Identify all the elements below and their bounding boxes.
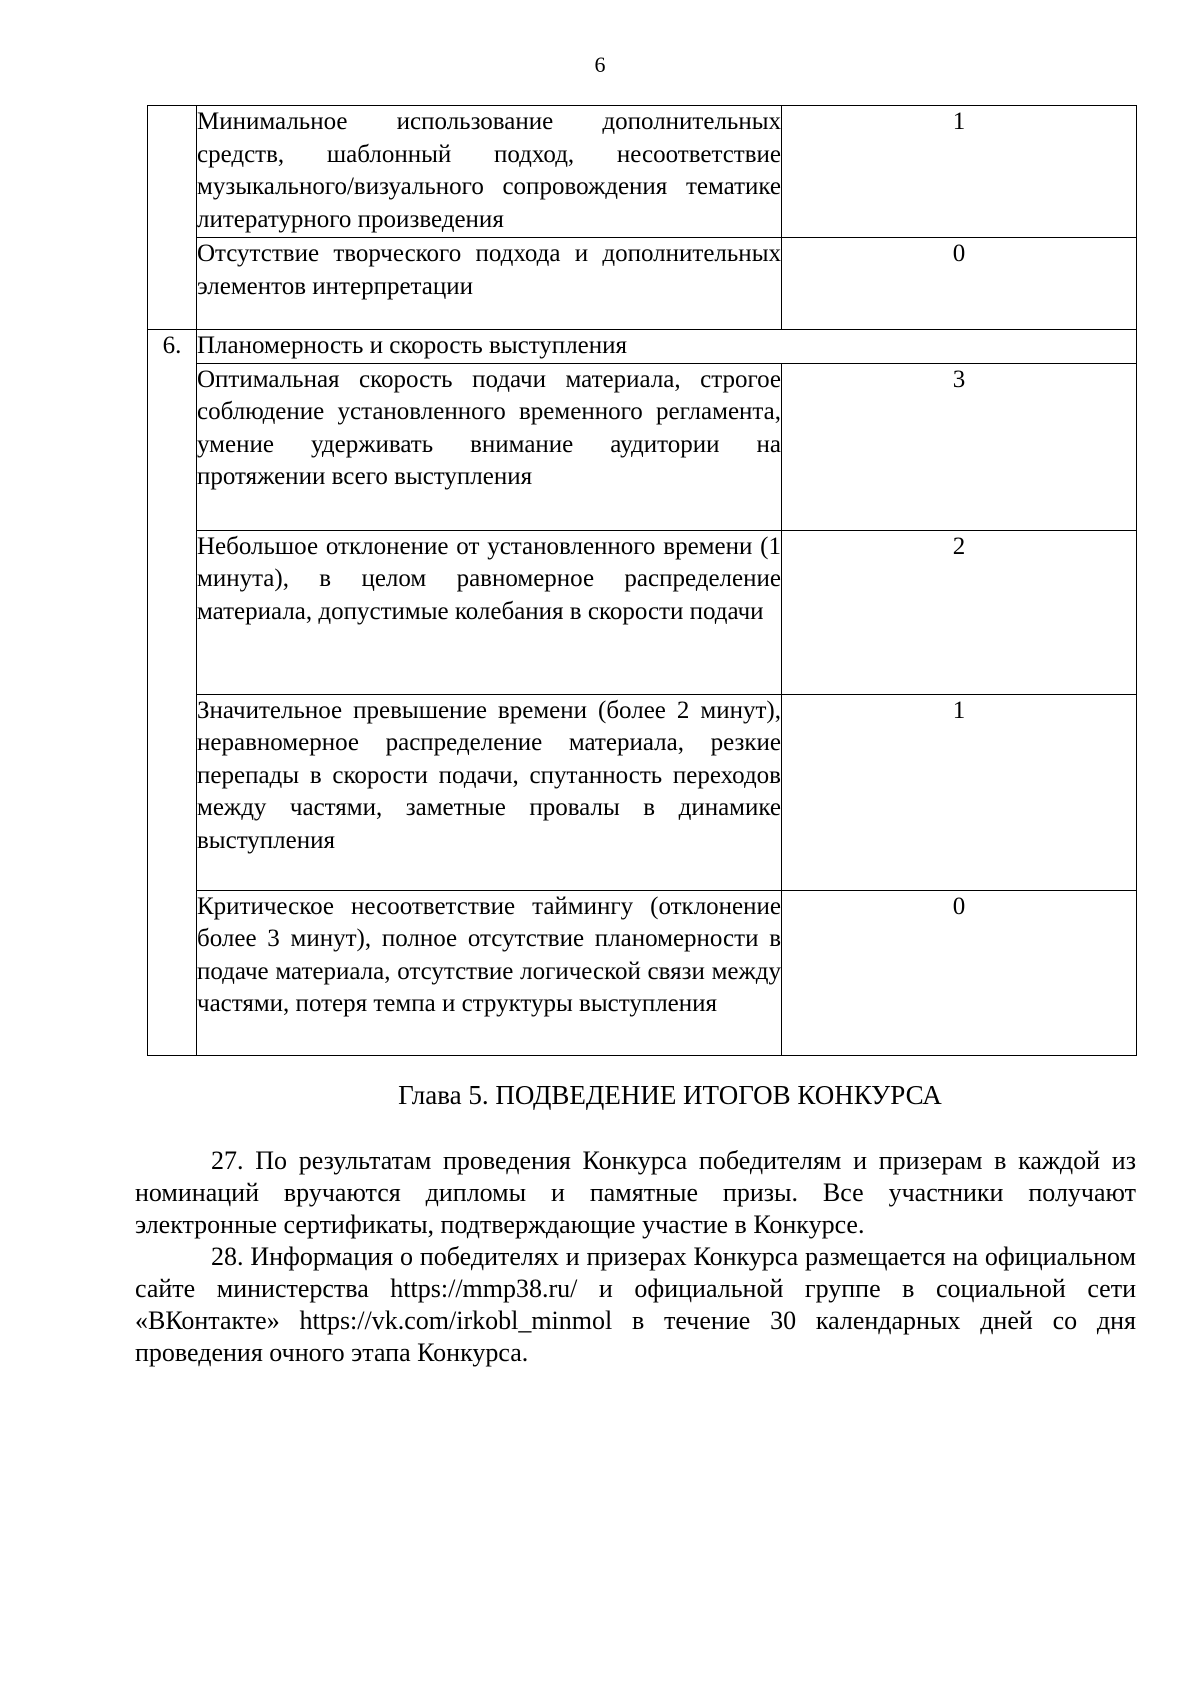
- table-row: [148, 694, 1137, 890]
- table-row: [148, 238, 1137, 330]
- paragraph-28: 28. Информация о победителях и призерах Конкурса размещается на официальном сайте министерства https://mmp38.ru/ и официальной группе в социальной сети «ВКонтакте» https://vk.com/irkobl_minmol в течение 30 календарных дней со дня проведения очного этапа Конкурса.: [135, 1242, 1136, 1367]
- criterion-description: Оптимальная скорость подачи материала, строгое соблюдение установленного временного регламента, умение удерживать внимание аудитории на протяжении всего выступления: [197, 363, 782, 530]
- criterion-score: 1: [782, 694, 1137, 890]
- criteria-table: [147, 105, 1137, 1056]
- criterion-description: Минимальное использование дополнительных средств, шаблонный подход, несоответствие музыкального/визуального сопровождения тематике литературного произведения: [197, 106, 782, 238]
- section-header-row: [148, 330, 1137, 364]
- criterion-score: 3: [782, 363, 1137, 530]
- body-text: [135, 1145, 1136, 1369]
- table-row: [148, 530, 1137, 694]
- table-row: [148, 890, 1137, 1055]
- criterion-description: Небольшое отклонение от установленного времени (1 минута), в целом равномерное распределение материала, допустимые колебания в скорости подачи: [197, 530, 782, 694]
- criterion-score: 2: [782, 530, 1137, 694]
- criterion-score: 0: [782, 890, 1137, 1055]
- table-row: [148, 106, 1137, 238]
- chapter-title: Глава 5. ПОДВЕДЕНИЕ ИТОГОВ КОНКУРСА: [398, 1080, 942, 1110]
- criterion-score: 0: [782, 238, 1137, 330]
- row-number-cell: [148, 106, 197, 330]
- section-number: 6.: [148, 330, 197, 1056]
- paragraph-27: 27. По результатам проведения Конкурса победителям и призерам в каждой из номинаций вручаются дипломы и памятные призы. Все участники получают электронные сертификаты, подтверждающие участие в Конкурсе.: [135, 1146, 1136, 1239]
- criterion-description: Значительное превышение времени (более 2 минут), неравномерное распределение материала, резкие перепады в скорости подачи, спутанность переходов между частями, заметные провалы в динамике выступления: [197, 694, 782, 890]
- section-title: Планомерность и скорость выступления: [197, 330, 1137, 364]
- criterion-description: Отсутствие творческого подхода и дополнительных элементов интерпретации: [197, 238, 782, 330]
- table-row: [148, 363, 1137, 530]
- page-number: 6: [594, 52, 606, 77]
- criterion-score: 1: [782, 106, 1137, 238]
- criterion-description: Критическое несоответствие таймингу (отклонение более 3 минут), полное отсутствие планомерности в подаче материала, отсутствие логической связи между частями, потеря темпа и структуры выступления: [197, 890, 782, 1055]
